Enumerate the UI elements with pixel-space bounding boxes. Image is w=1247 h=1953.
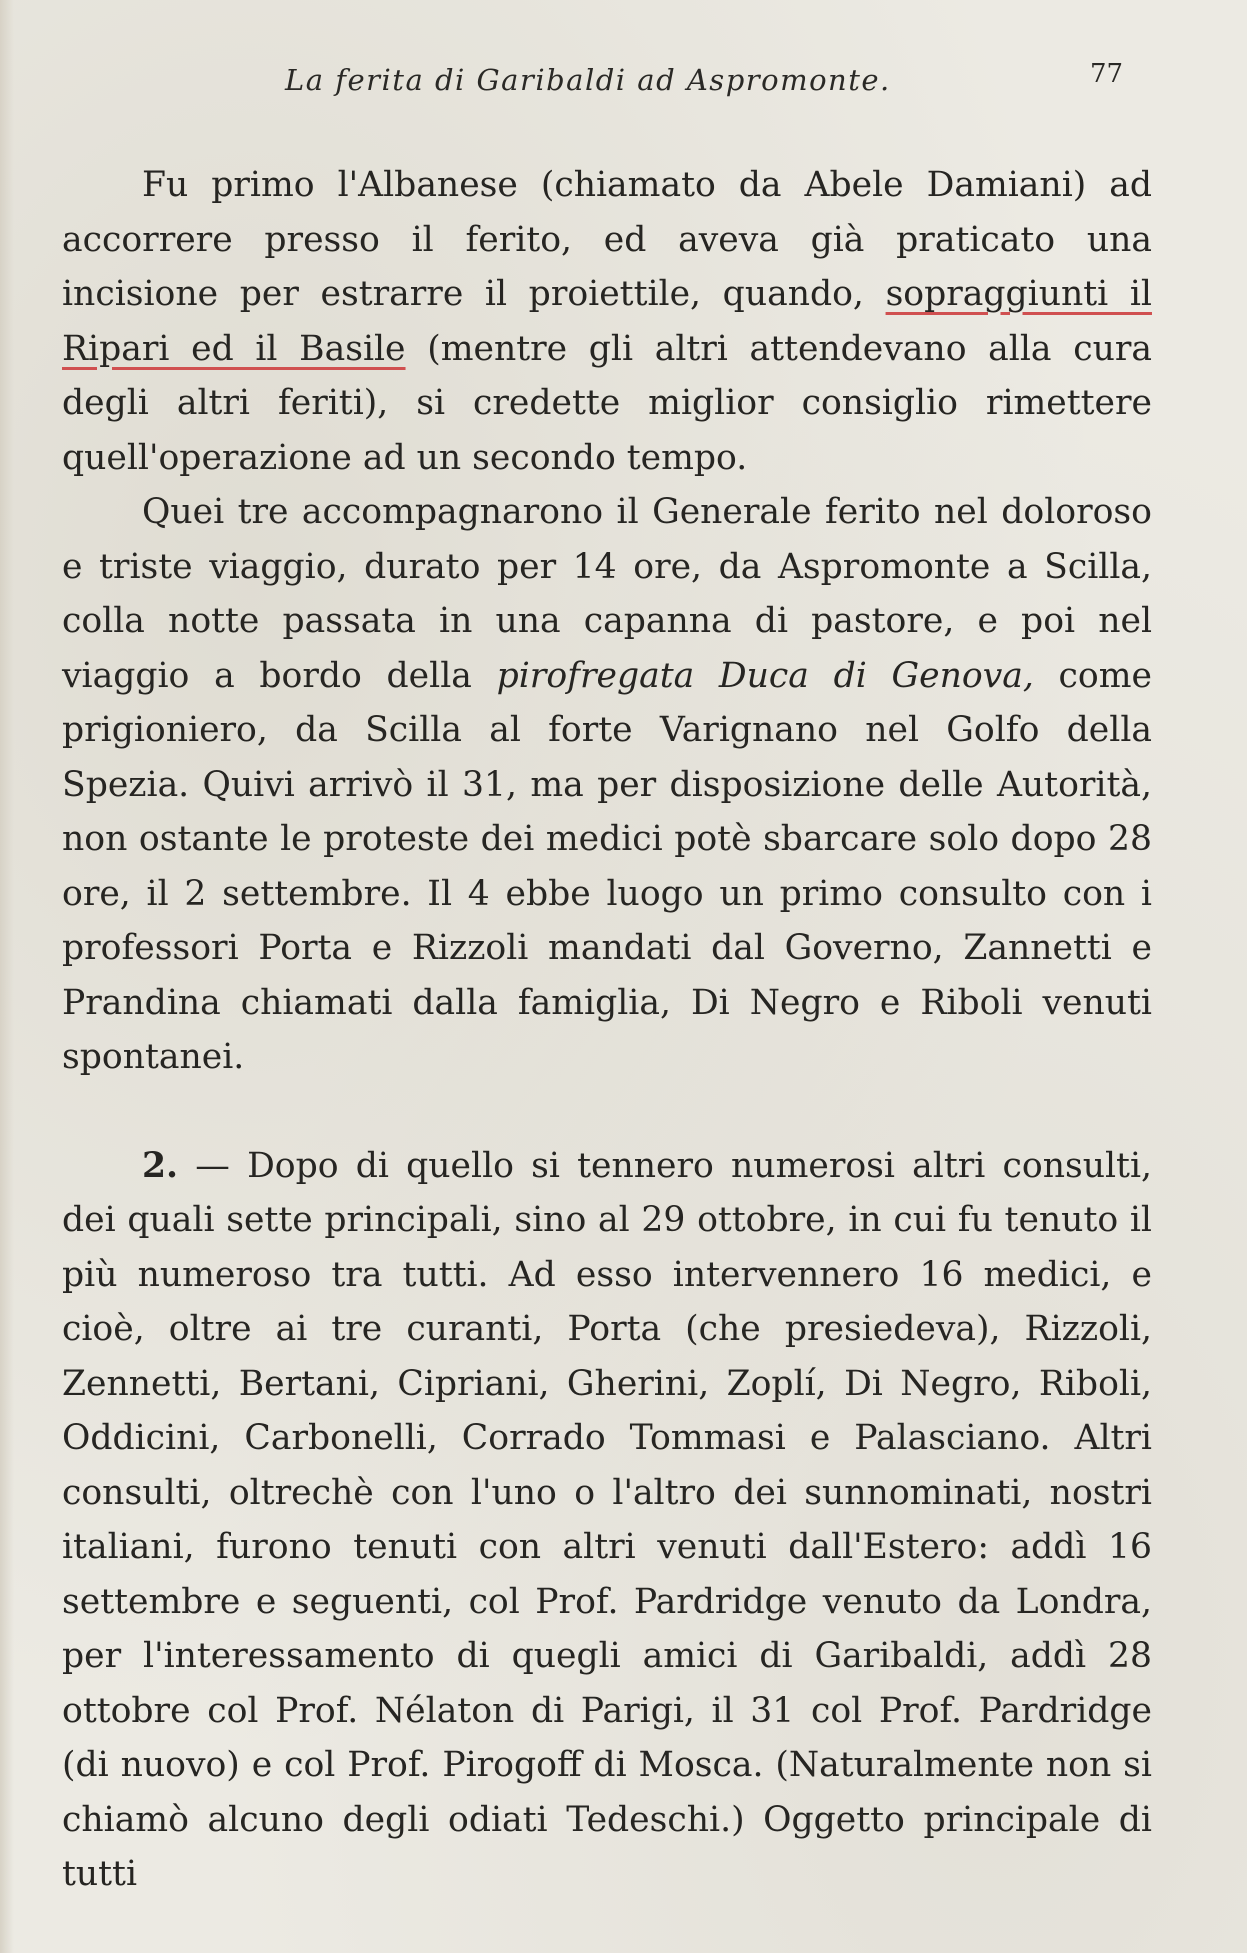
paragraph-2-text-a: Quei tre accompagnarono il Generale ferito nel doloroso e triste viaggio, durato per 14 ore, da Aspromonte a Scilla, colla notte passata in una capanna di pastore, e poi nel viaggio a bordo della [62, 492, 1152, 696]
paragraph-1-text-a: Fu primo l'Albanese (chiamato da Abele Damiani) ad accorrere presso il ferito, ed aveva già praticato una incisione per estrarre il proiettile, quando, [62, 165, 1152, 314]
running-header [0, 55, 1247, 105]
paragraph-3-text: — Dopo di quello si tennero numerosi altri consulti, dei quali sette principali, sino al 29 ottobre, in cui fu tenuto il più numeroso tra tutti. Ad esso intervennero 16 medici, e cioè, oltre ai tre curanti, Porta (che presiedeva), Rizzoli, Zennetti, Bertani, Cipriani, Gherini, Zoplí, Di Negro, Riboli, Oddicini, Carbonelli, Corrado Tommasi e Palasciano. Altri consulti, oltrechè con l'uno o l'altro dei sunnominati, nostri italiani, furono tenuti con altri venuti dall'Estero: addì 16 settembre e seguenti, col Prof. Pardridge venuto da Londra, per l'interessamento di quegli amici di Garibaldi, addì 28 ottobre col Prof. Nélaton di Parigi, il 31 col Prof. Pardridge (di nuovo) e col Prof. Pirogoff di Mosca. (Naturalmente non si chiamò alcuno degli odiati Tedeschi.) Oggetto principale di tutti [62, 1145, 1152, 1894]
paragraph-3 [62, 1139, 1152, 1902]
paragraph-1-text-b: (mentre gli altri attendevano alla cura degli altri feriti), si credette miglior consiglio rimettere quell'operazione ad un secondo tempo. [62, 328, 1152, 478]
underlined-phrase: sopraggiunti il Ripari ed il Basile [62, 274, 1152, 369]
section-number: 2. [142, 1145, 179, 1186]
section-gap [62, 1085, 1152, 1139]
ship-name-italic: pirofregata Duca di Genova, [496, 655, 1034, 696]
page-edge-shadow [0, 0, 14, 1953]
page-number: 77 [1090, 59, 1124, 89]
paragraph-1 [62, 158, 1152, 485]
running-title: La ferita di Garibaldi ad Aspromonte. [285, 63, 891, 97]
paragraph-2 [62, 485, 1152, 1085]
body-text [62, 158, 1152, 1902]
paragraph-2-text-b: come prigioniero, da Scilla al forte Varignano nel Golfo della Spezia. Quivi arrivò il 31, ma per disposizione delle Autorità, non ostante le proteste dei medici potè sbarcare solo dopo 28 ore, il 2 settembre. Il 4 ebbe luogo un primo consulto con i professori Porta e Rizzoli mandati dal Governo, Zannetti e Prandina chiamati dalla famiglia, Di Negro e Riboli venuti spontanei. [62, 655, 1152, 1077]
